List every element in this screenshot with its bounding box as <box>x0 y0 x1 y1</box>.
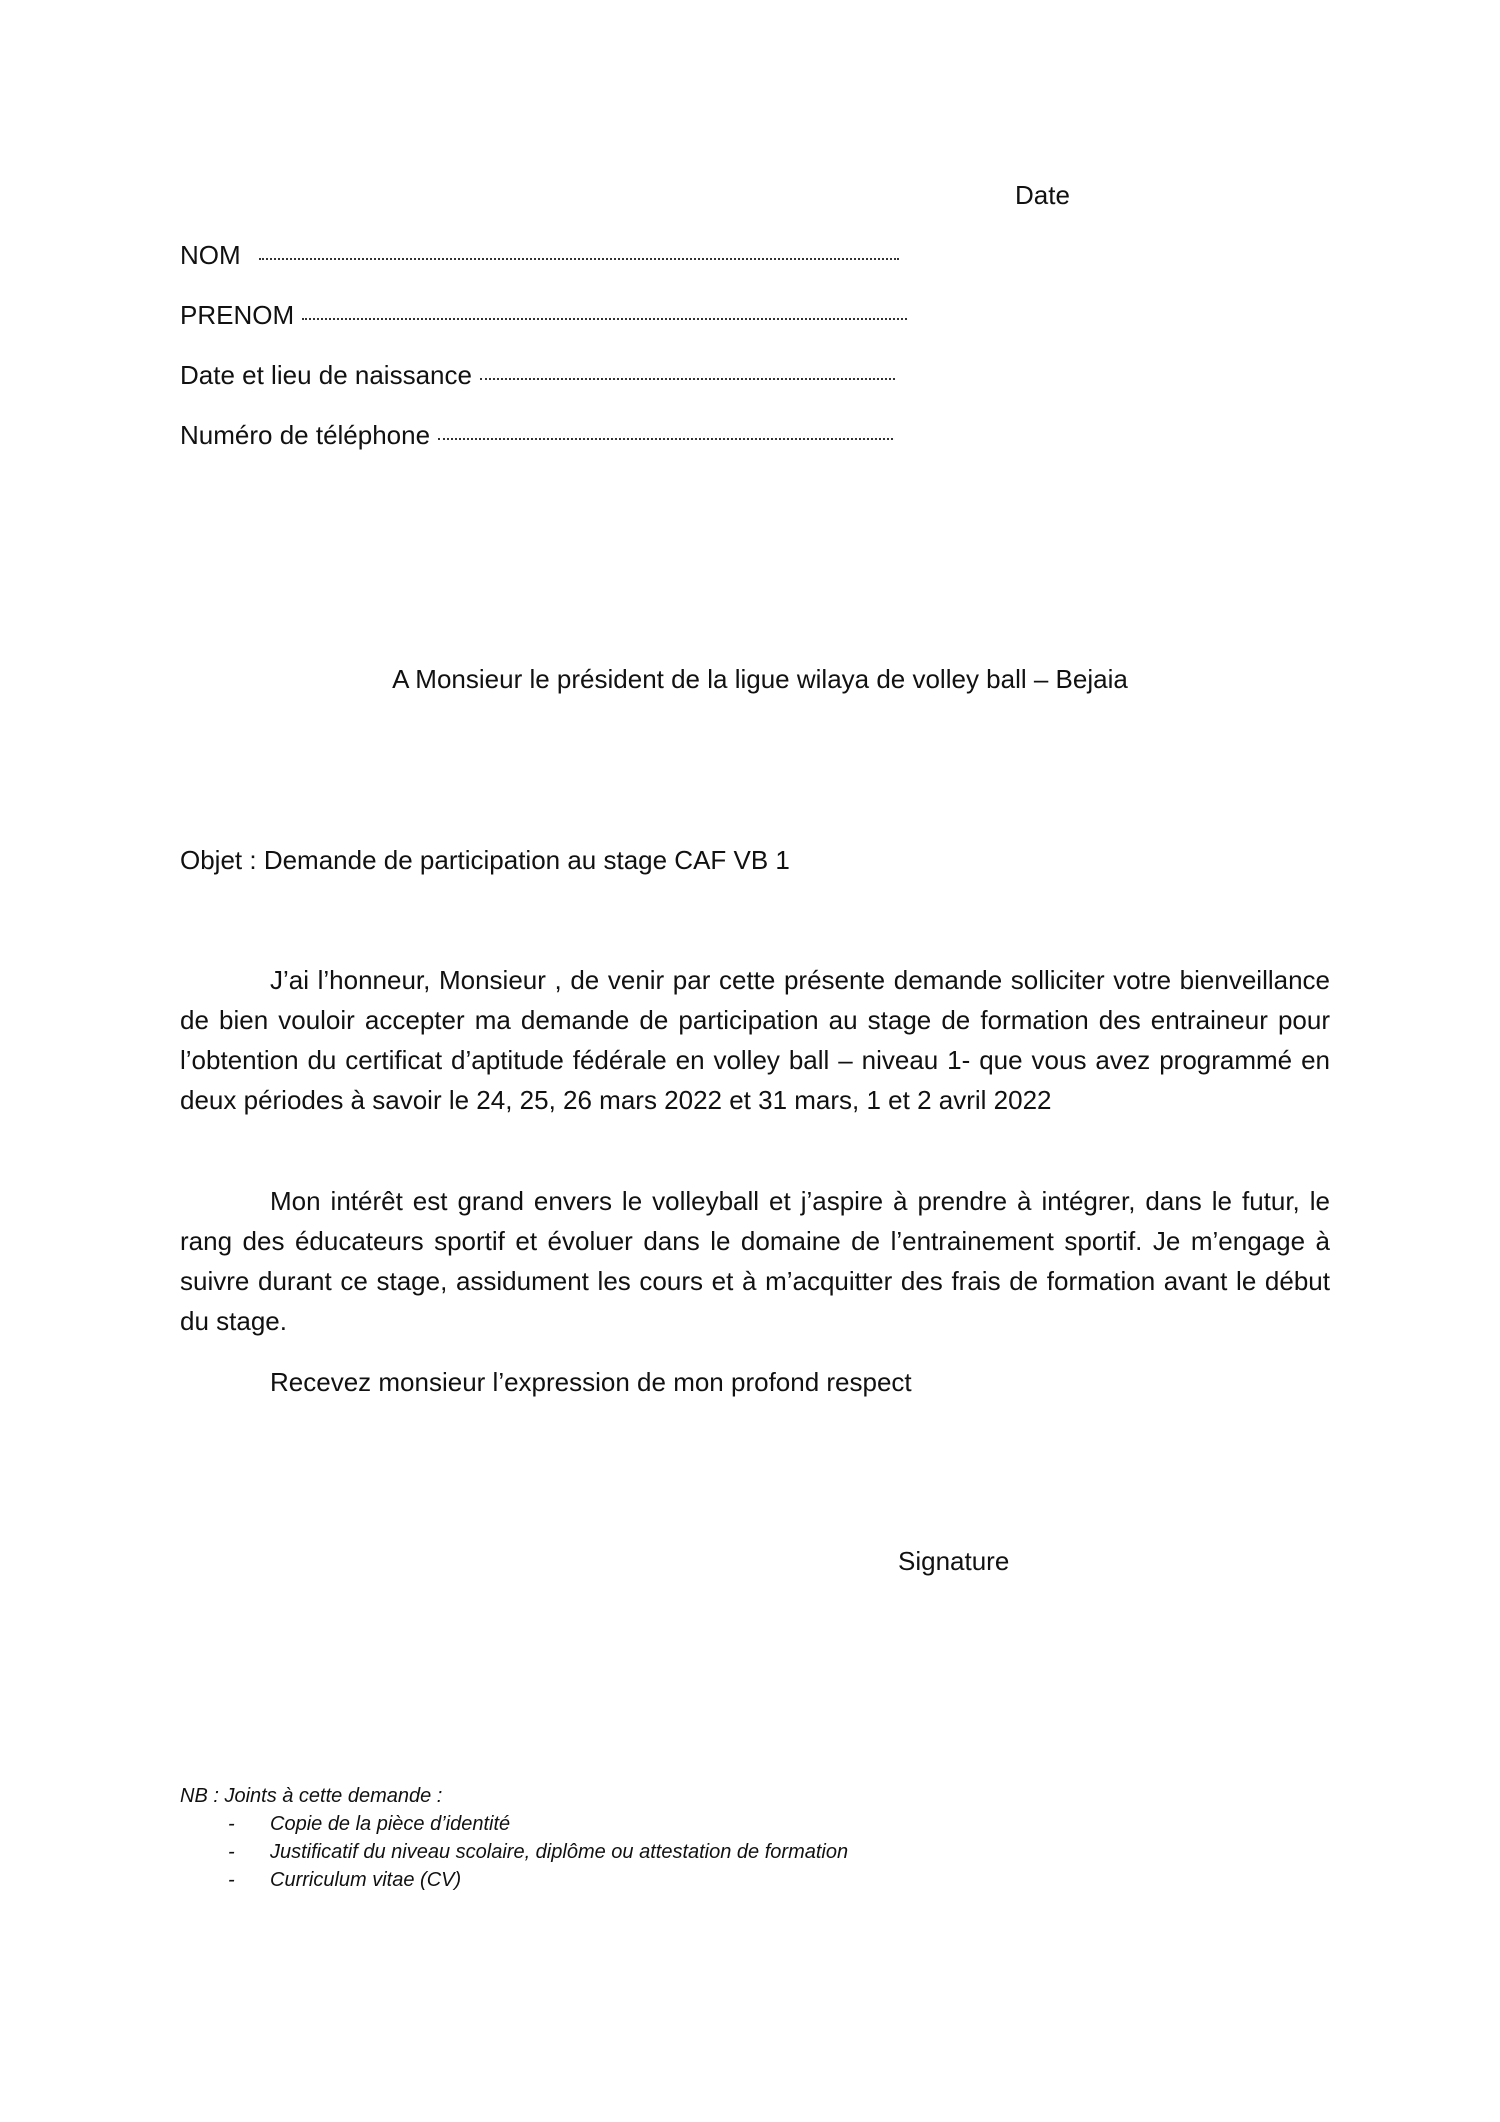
field-nom <box>180 240 899 270</box>
signature-label: Signature <box>898 1546 1010 1576</box>
subject-line: Objet : Demande de participation au stage CAF VB 1 <box>180 845 790 875</box>
closing-line: Recevez monsieur l’expression de mon profond respect <box>270 1367 912 1397</box>
field-prenom <box>180 300 907 330</box>
field-label: NOM <box>180 240 241 270</box>
fill-line[interactable] <box>302 318 907 320</box>
field-birth <box>180 360 895 390</box>
list-item-text: Copie de la pièce d’identité <box>270 1813 511 1835</box>
body-paragraph-2: Mon intérêt est grand envers le volleyball et j’aspire à prendre à intégrer, dans le futur, le rang des éducateurs sportif et évoluer dans le domaine de l’entrainement sportif. Je m’engage à suivre durant ce stage, assidument les cours et à m’acquitter des frais de formation avant le début du stage. <box>180 1186 1330 1336</box>
bullet-dash: - <box>228 1869 235 1891</box>
fill-line[interactable] <box>438 438 893 440</box>
bullet-dash: - <box>228 1841 235 1863</box>
list-item <box>180 1810 848 1838</box>
body-paragraph-1: J’ai l’honneur, Monsieur , de venir par cette présente demande solliciter votre bienveillance de bien vouloir accepter ma demande de participation au stage de formation des entraineur pour l’obtention du certificat d’aptitude fédérale en volley ball – niveau 1- que vous avez programmé en deux périodes à savoir le 24, 25, 26 mars 2022 et 31 mars, 1 et 2 avril 2022 <box>180 965 1330 1115</box>
list-item-text: Justificatif du niveau scolaire, diplôme ou attestation de formation <box>270 1841 849 1863</box>
recipient-line: A Monsieur le président de la ligue wilaya de volley ball – Bejaia <box>392 664 1128 694</box>
list-item-text: Curriculum vitae (CV) <box>270 1869 462 1891</box>
note-title: NB : Joints à cette demande : <box>180 1785 443 1807</box>
attachments-note <box>180 1782 848 1894</box>
date-label: Date <box>1015 180 1070 210</box>
list-item <box>180 1838 848 1866</box>
fill-line[interactable] <box>259 258 899 260</box>
list-item <box>180 1866 848 1894</box>
field-label: Date et lieu de naissance <box>180 360 472 390</box>
fill-line[interactable] <box>480 378 895 380</box>
field-label: PRENOM <box>180 300 295 330</box>
bullet-dash: - <box>228 1813 235 1835</box>
field-phone <box>180 420 893 450</box>
field-label: Numéro de téléphone <box>180 420 431 450</box>
